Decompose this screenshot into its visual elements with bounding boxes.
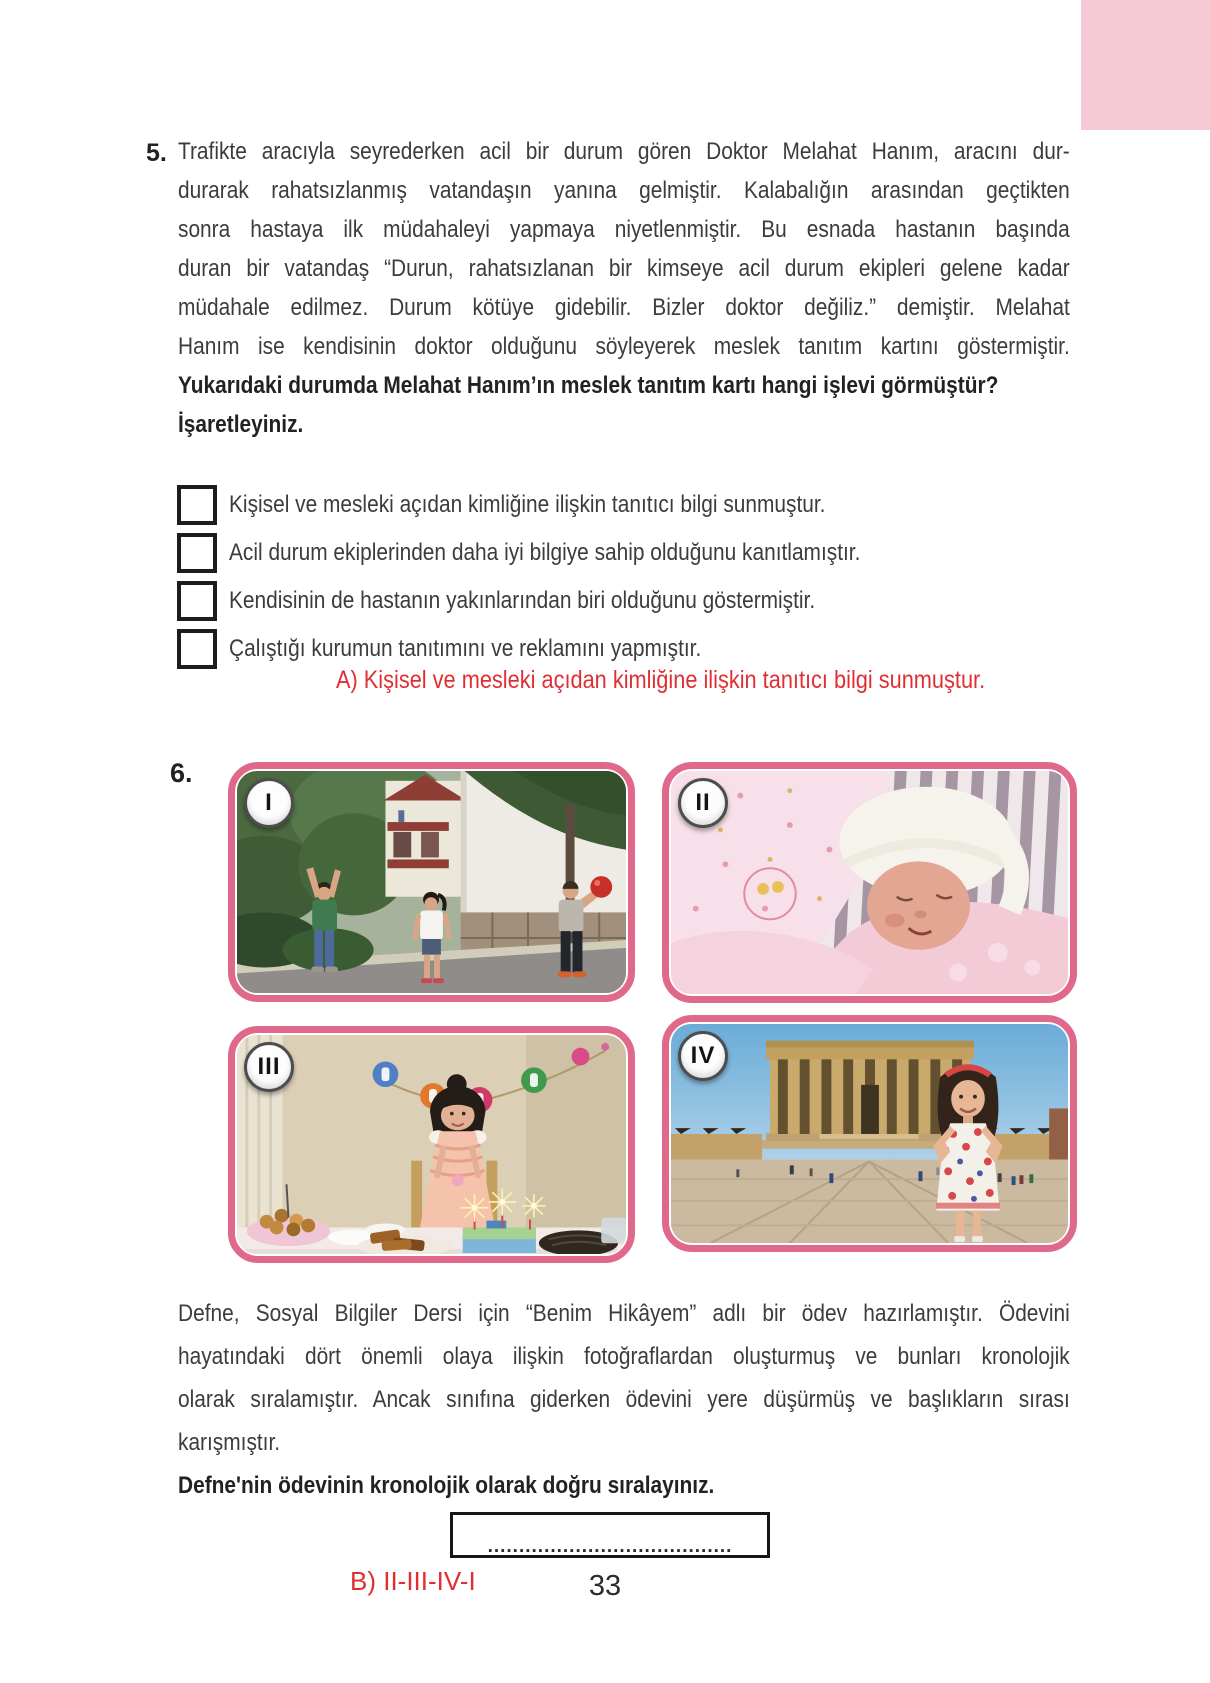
option-label: Kişisel ve mesleki açıdan kimliğine ilişkin tanıtıcı bilgi sunmuştur.: [229, 491, 826, 518]
photo-badge: [678, 778, 728, 828]
badge-numeral: II: [695, 789, 711, 816]
building: [383, 775, 466, 897]
q5-option-row: [177, 533, 955, 573]
q6-line: Defne, Sosyal Bilgiler Dersi için “Benim Hikâyem” adlı bir ödev hazırlamıştır. Ödevini: [178, 1300, 1070, 1327]
question-5-number: 5.: [146, 139, 167, 167]
q5-line: sonra hastaya ilk müdahaleyi yapmaya niyetlenmiştir. Bu esnada hastanın başında: [178, 216, 1070, 243]
q6-answer-key: B) II-III-IV-I: [350, 1566, 476, 1596]
option-label: Acil durum ekiplerinden daha iyi bilgiye sahip olduğunu kanıtlamıştır.: [229, 539, 861, 566]
answer-checkbox[interactable]: [177, 485, 217, 525]
q6-line: karışmıştır.: [178, 1429, 281, 1456]
photo-2-scene: [671, 771, 1068, 994]
page-number: 33: [588, 1570, 622, 1602]
photo-1-scene: [237, 771, 626, 993]
badge-numeral: I: [265, 789, 273, 816]
photo-newborn-baby: [662, 762, 1077, 1003]
q5-line: duran bir vatandaş “Durun, rahatsızlanan bir kimseye acil durum ekipleri gelene kadar: [178, 255, 1070, 282]
q5-option-row: [177, 581, 903, 621]
wall-and-pine: [461, 771, 626, 964]
photo-birthday-party: [228, 1026, 635, 1263]
answer-checkbox[interactable]: [177, 581, 217, 621]
q5-option-row: [177, 629, 772, 669]
question-6-paragraph: [178, 1292, 1070, 1507]
q5-line: müdahale edilmez. Durum kötüye gidebilir. Bizler doktor değiliz.” demiştir. Melahat: [178, 294, 1070, 321]
question-6-prompt: Defne'nin ödevinin kronolojik olarak doğru sıralayınız.: [178, 1472, 715, 1499]
badge-numeral: IV: [690, 1042, 716, 1069]
photo-badge: [244, 778, 294, 828]
baby-face: [867, 861, 970, 949]
answer-checkbox[interactable]: [177, 533, 217, 573]
question-6-number: 6.: [170, 758, 193, 788]
corner-decoration: [1081, 0, 1210, 130]
photo-badge: [678, 1031, 728, 1081]
q5-line: durarak rahatsızlanmış vatandaşın yanına gelmiştir. Kalabalığın arasından geçtikten: [178, 177, 1070, 204]
photo-children-playing-ball: [228, 762, 635, 1002]
badge-numeral: III: [257, 1053, 281, 1080]
q5-line: Trafikte aracıyla seyrederken acil bir durum gören Doktor Melahat Hanım, aracını dur-: [178, 138, 1070, 165]
photo-girl-at-anitkabir: [662, 1015, 1077, 1252]
q6-line: hayatındaki dört önemli olaya ilişkin fotoğraflardan oluşturmuş ve bunları kronolojik: [178, 1343, 1070, 1370]
answer-blank-dots: .......................................: [487, 1536, 733, 1557]
q5-line: Hanım ise kendisinin doktor olduğunu söyleyerek meslek tanıtım kartını göstermiştir.: [178, 333, 1070, 360]
question-5-instruction: İşaretleyiniz.: [178, 411, 304, 438]
answer-checkbox[interactable]: [177, 629, 217, 669]
plaza: [671, 1160, 1068, 1243]
q5-answer-key: A) Kişisel ve mesleki açıdan kimliğine ilişkin tanıtıcı bilgi sunmuştur.: [336, 666, 986, 694]
photo-4-scene: [671, 1024, 1068, 1243]
answer-blank-box[interactable]: [450, 1512, 770, 1558]
photo-3-scene: [237, 1035, 626, 1254]
photo-badge: [244, 1042, 294, 1092]
q5-option-row: [177, 485, 915, 525]
q6-line: olarak sıralamıştır. Ancak sınıfına giderken ödevini yere düşürmüş ve başlıkların sırası: [178, 1386, 1070, 1413]
question-5-prompt: Yukarıdaki durumda Melahat Hanım’ın meslek tanıtım kartı hangi işlevi görmüştür?: [178, 372, 999, 399]
question-5-paragraph: [178, 132, 1070, 444]
option-label: Kendisinin de hastanın yakınlarından biri olduğunu göstermiştir.: [229, 587, 816, 614]
option-label: Çalıştığı kurumun tanıtımını ve reklamını yapmıştır.: [229, 635, 702, 662]
